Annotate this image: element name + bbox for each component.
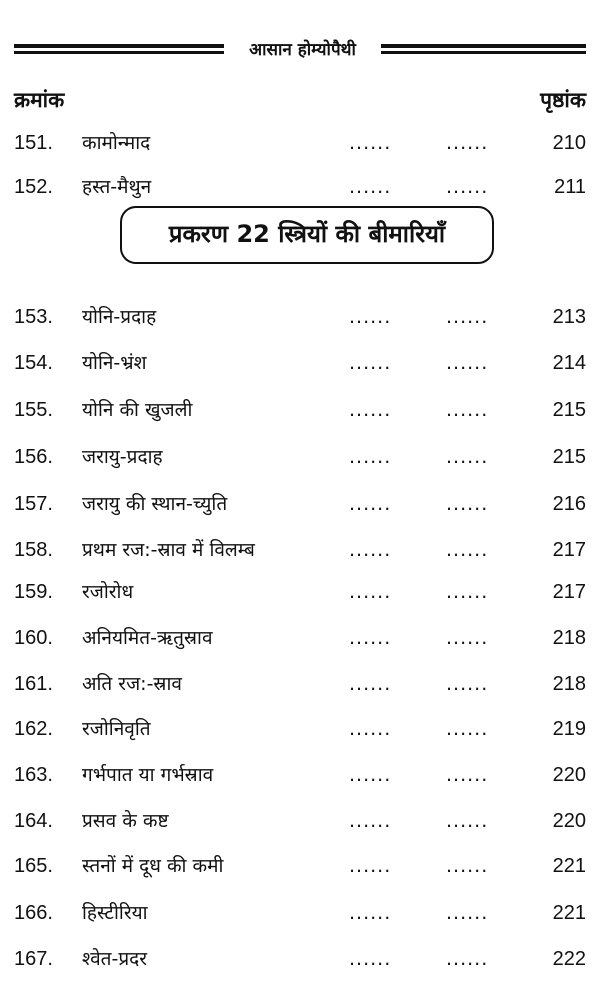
entry-number: 162. bbox=[14, 718, 53, 740]
entry-number: 153. bbox=[14, 306, 53, 328]
entry-title: अति रज:-स्राव bbox=[82, 673, 182, 695]
entry-title: स्तनों में दूध की कमी bbox=[82, 855, 224, 877]
dot-leader: ...... bbox=[446, 132, 489, 154]
entry-page: 211 bbox=[554, 176, 586, 198]
entry-page: 221 bbox=[552, 902, 586, 924]
entry-title: हस्त-मैथुन bbox=[82, 176, 152, 198]
entry-title: योनि-भ्रंश bbox=[82, 352, 147, 374]
dot-leader: ...... bbox=[446, 673, 489, 695]
dot-leader: ...... bbox=[349, 673, 392, 695]
toc-entry bbox=[14, 758, 586, 792]
entry-page: 220 bbox=[552, 764, 586, 786]
entry-number: 165. bbox=[14, 855, 53, 877]
dot-leader: ...... bbox=[349, 627, 392, 649]
header-rule-left bbox=[14, 44, 224, 56]
dot-leader: ...... bbox=[446, 352, 489, 374]
entry-page: 218 bbox=[552, 673, 586, 695]
dot-leader: ...... bbox=[349, 399, 392, 421]
page-column-heading: पृष्ठांक bbox=[540, 88, 586, 112]
toc-entry bbox=[14, 575, 586, 609]
dot-leader: ...... bbox=[349, 902, 392, 924]
toc-entry bbox=[14, 346, 586, 380]
dot-leader: ...... bbox=[446, 306, 489, 328]
entry-number: 161. bbox=[14, 673, 53, 695]
dot-leader: ...... bbox=[349, 764, 392, 786]
entry-number: 167. bbox=[14, 948, 53, 970]
toc-entry bbox=[14, 126, 586, 160]
entry-page: 215 bbox=[552, 399, 586, 421]
toc-entry bbox=[14, 712, 586, 746]
entry-title: योनि की खुजली bbox=[82, 399, 193, 421]
dot-leader: ...... bbox=[349, 718, 392, 740]
dot-leader: ...... bbox=[349, 446, 392, 468]
entry-title: जरायु-प्रदाह bbox=[82, 446, 163, 468]
header-title: आसान होम्योपैथी bbox=[249, 40, 356, 60]
entry-number: 151. bbox=[14, 132, 53, 154]
dot-leader: ...... bbox=[446, 855, 489, 877]
dot-leader: ...... bbox=[446, 539, 489, 561]
toc-entry bbox=[14, 300, 586, 334]
dot-leader: ...... bbox=[446, 176, 489, 198]
entry-page: 221 bbox=[552, 855, 586, 877]
toc-entry bbox=[14, 487, 586, 521]
entry-page: 214 bbox=[552, 352, 586, 374]
entry-title: श्वेत-प्रदर bbox=[82, 948, 147, 970]
entry-number: 157. bbox=[14, 493, 53, 515]
toc-entry bbox=[14, 942, 586, 976]
header-rule-right bbox=[381, 44, 586, 56]
dot-leader: ...... bbox=[446, 902, 489, 924]
dot-leader: ...... bbox=[349, 352, 392, 374]
entry-title: योनि-प्रदाह bbox=[82, 306, 157, 328]
dot-leader: ...... bbox=[349, 810, 392, 832]
entry-title: अनियमित-ऋतुस्राव bbox=[82, 627, 213, 649]
entry-page: 216 bbox=[552, 493, 586, 515]
entry-title: प्रथम रज:-स्राव में विलम्ब bbox=[82, 539, 255, 561]
running-header bbox=[14, 38, 586, 62]
entry-number: 159. bbox=[14, 581, 53, 603]
toc-entry bbox=[14, 804, 586, 838]
entry-title: गर्भपात या गर्भस्राव bbox=[82, 764, 214, 786]
entry-number: 166. bbox=[14, 902, 53, 924]
entry-number: 155. bbox=[14, 399, 53, 421]
dot-leader: ...... bbox=[446, 493, 489, 515]
entry-page: 213 bbox=[552, 306, 586, 328]
entry-number: 154. bbox=[14, 352, 53, 374]
entry-number: 156. bbox=[14, 446, 53, 468]
toc-entry bbox=[14, 896, 586, 930]
entry-page: 219 bbox=[552, 718, 586, 740]
entry-number: 160. bbox=[14, 627, 53, 649]
dot-leader: ...... bbox=[446, 399, 489, 421]
dot-leader: ...... bbox=[349, 306, 392, 328]
chapter-heading-box: प्रकरण 22 स्त्रियों की बीमारियाँ bbox=[120, 206, 494, 264]
entry-number: 164. bbox=[14, 810, 53, 832]
entry-page: 215 bbox=[552, 446, 586, 468]
dot-leader: ...... bbox=[446, 810, 489, 832]
dot-leader: ...... bbox=[446, 627, 489, 649]
entry-title: रजोनिवृति bbox=[82, 718, 151, 740]
toc-entry bbox=[14, 440, 586, 474]
dot-leader: ...... bbox=[446, 581, 489, 603]
entry-page: 220 bbox=[552, 810, 586, 832]
entry-page: 217 bbox=[552, 539, 586, 561]
toc-entry bbox=[14, 849, 586, 883]
dot-leader: ...... bbox=[349, 493, 392, 515]
serial-column-heading: क्रमांक bbox=[14, 88, 65, 112]
dot-leader: ...... bbox=[349, 132, 392, 154]
dot-leader: ...... bbox=[349, 948, 392, 970]
dot-leader: ...... bbox=[349, 855, 392, 877]
entry-title: हिस्टीरिया bbox=[82, 902, 148, 924]
entry-page: 218 bbox=[552, 627, 586, 649]
entry-page: 222 bbox=[552, 948, 586, 970]
entry-page: 217 bbox=[552, 581, 586, 603]
dot-leader: ...... bbox=[446, 948, 489, 970]
entry-title: कामोन्माद bbox=[82, 132, 151, 154]
entry-number: 152. bbox=[14, 176, 53, 198]
dot-leader: ...... bbox=[349, 176, 392, 198]
toc-entry bbox=[14, 667, 586, 701]
dot-leader: ...... bbox=[349, 539, 392, 561]
dot-leader: ...... bbox=[446, 446, 489, 468]
entry-number: 158. bbox=[14, 539, 53, 561]
toc-entry bbox=[14, 621, 586, 655]
entry-title: जरायु की स्थान-च्युति bbox=[82, 493, 228, 515]
toc-entry bbox=[14, 393, 586, 427]
dot-leader: ...... bbox=[446, 764, 489, 786]
dot-leader: ...... bbox=[446, 718, 489, 740]
toc-entry bbox=[14, 170, 586, 204]
toc-entry bbox=[14, 533, 586, 567]
entry-number: 163. bbox=[14, 764, 53, 786]
entry-title: रजोरोध bbox=[82, 581, 134, 603]
dot-leader: ...... bbox=[349, 581, 392, 603]
entry-page: 210 bbox=[552, 132, 586, 154]
entry-title: प्रसव के कष्ट bbox=[82, 810, 169, 832]
